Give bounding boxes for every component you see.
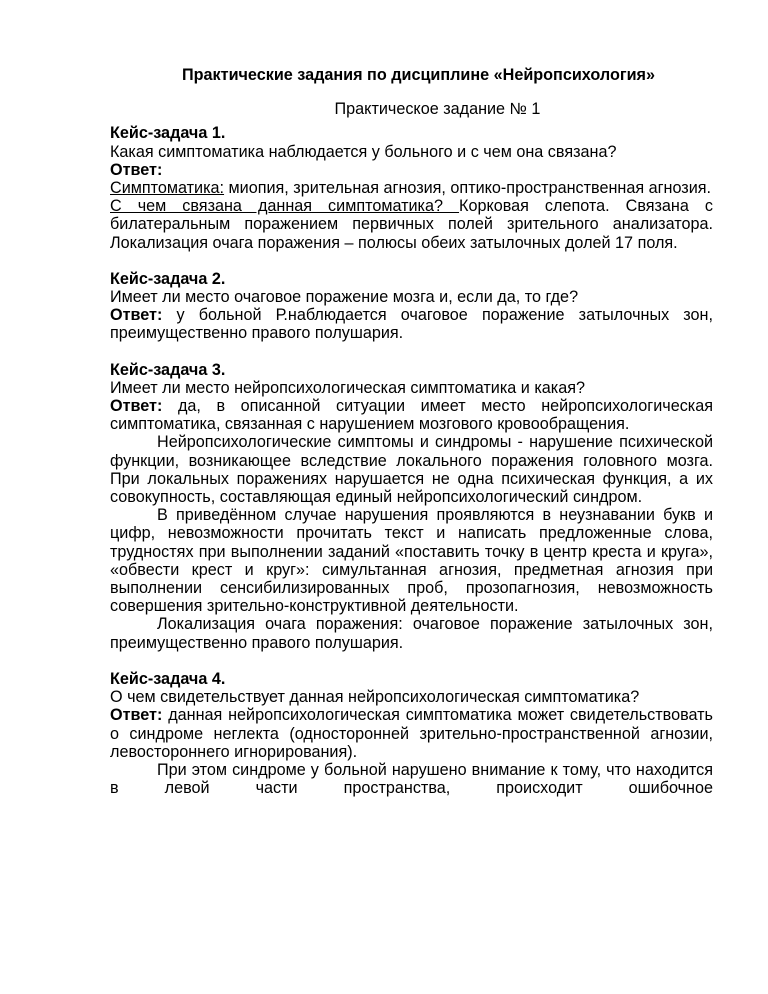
- answer-label: Ответ:: [110, 397, 163, 416]
- case-1: [110, 124, 713, 251]
- answer-text: да, в описанной ситуации имеет место нейропсихологическая симптоматика, связанная с нарушением мозгового кровообращения.: [110, 397, 713, 434]
- case-title: Кейс-задача 4.: [110, 669, 226, 688]
- case-4: [110, 670, 713, 797]
- body-paragraph: Нейропсихологические симптомы и синдромы - нарушение психической функции, возникающее вследствие локального поражения головного мозга. При локальных поражениях нарушается не одна психическая функция, а их совокупность, составляющая единый нейропсихологический синдром.: [110, 433, 713, 507]
- body-paragraph: Локализация очага поражения: очаговое поражение затылочных зон, преимущественно правого полушария.: [110, 615, 713, 652]
- answer-label: Ответ:: [110, 160, 163, 179]
- case-question: Имеет ли место очаговое поражение мозга и, если да, то где?: [110, 288, 579, 307]
- cause-text: Корковая слепота. Связана с билатеральным поражением первичных полей зрительного анализатора. Локализация очага поражения – полюсы обеих затылочных долей 17 поля.: [110, 197, 713, 252]
- case-question: О чем свидетельствует данная нейропсихологическая симптоматика?: [110, 688, 640, 707]
- answer-paragraph: [110, 706, 713, 761]
- document-title: Практические задания по дисциплине «Нейропсихология»: [182, 66, 655, 84]
- case-title: Кейс-задача 3.: [110, 360, 226, 379]
- symptoms-text: миопия, зрительная агнозия, оптико-пространственная агнозия.: [224, 179, 711, 198]
- body-paragraph: В приведённом случае нарушения проявляются в неузнавании букв и цифр, невозможности прочитать текст и написать предложенные слова, трудностях при выполнении заданий «поставить точку в центр креста и круга», «обвести крест и круг»: симультанная агнозия, предметная агнозия при выполнении сенсибилизированных проб, прозопагнозия, невозможность совершения зрительно-конструктивной деятельности.: [110, 506, 713, 616]
- cause-label: С чем связана данная симптоматика?: [110, 197, 460, 216]
- answer-label: Ответ:: [110, 706, 163, 725]
- case-3: [110, 361, 713, 652]
- answer-paragraph: [110, 306, 713, 342]
- case-title: Кейс-задача 1.: [110, 124, 226, 143]
- cause-paragraph: [110, 197, 713, 252]
- symptoms-paragraph: [110, 179, 713, 197]
- answer-text: данная нейропсихологическая симптоматика может свидетельствовать о синдроме неглекта (односторонней зрительно-пространственной агнозии, левостороннего игнорирования).: [110, 706, 713, 761]
- case-question: Какая симптоматика наблюдается у больного и с чем она связана?: [110, 142, 617, 161]
- case-title: Кейс-задача 2.: [110, 269, 226, 288]
- answer-label: Ответ:: [110, 306, 163, 325]
- case-question: Имеет ли место нейропсихологическая симптоматика и какая?: [110, 378, 585, 397]
- answer-paragraph: [110, 397, 713, 433]
- task-heading: Практическое задание № 1: [334, 100, 541, 119]
- symptoms-label: Симптоматика:: [110, 179, 225, 198]
- answer-text: у больной Р.наблюдается очаговое поражение затылочных зон, преимущественно правого полушария.: [110, 306, 713, 343]
- case-2: [110, 270, 713, 343]
- body-paragraph: При этом синдроме у больной нарушено внимание к тому, что находится в левой части пространства, происходит ошибочное: [110, 760, 713, 798]
